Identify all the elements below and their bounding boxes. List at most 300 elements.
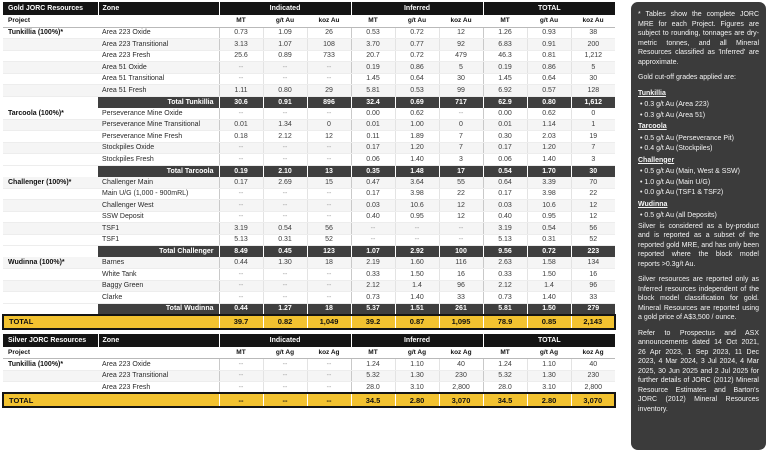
zone-cell: Area 51 Fresh [98,85,219,97]
project-cell [3,131,98,143]
zone-cell: Area 51 Transitional [98,73,219,85]
value-cell: 0.18 [219,131,263,143]
section-total-value: 32.4 [351,96,395,108]
value-cell: 1.50 [527,269,571,281]
value-cell: 1.10 [527,359,571,371]
grand-total-row [3,315,615,329]
zone-column-header: Zone [98,334,219,347]
value-cell: 12 [307,131,351,143]
value-cell: 1.00 [395,119,439,131]
value-cell: 0.47 [351,177,395,189]
section-total-value: 2.10 [263,165,307,177]
value-cell: 5 [571,62,615,74]
note-bullet: • 0.3 g/t Au (Area 223) [638,100,759,110]
section-total-value: 5.37 [351,303,395,315]
zone-cell: TSF1 [98,234,219,246]
value-cell: 0.17 [483,188,527,200]
project-column-header: Project [3,15,98,27]
grand-total-value: 2,143 [571,315,615,329]
section-total-value: 0.91 [263,96,307,108]
unit-header: MT [219,347,263,359]
grand-total-value: 1,095 [439,315,483,329]
value-cell: -- [263,359,307,371]
value-cell: 1.20 [527,142,571,154]
section-total-value: 717 [439,96,483,108]
unit-header: g/t Au [263,15,307,27]
section-total-row [3,246,615,258]
grand-total-value: 34.5 [351,393,395,407]
note-bullet: • 1.0 g/t Au (Main U/G) [638,178,759,188]
section-total-label: Total Tarcoola [98,165,219,177]
resource-row [3,85,615,97]
resource-row [3,131,615,143]
value-cell: 0.93 [527,27,571,39]
value-cell: 0.17 [483,142,527,154]
value-cell: -- [263,62,307,74]
value-cell: 96 [571,280,615,292]
value-cell: -- [307,370,351,382]
value-cell: 12 [439,27,483,39]
resource-row [3,177,615,189]
unit-header: g/t Au [527,15,571,27]
table-header-row [3,2,615,15]
value-cell: -- [219,370,263,382]
value-cell: 30 [439,73,483,85]
project-cell [3,303,98,315]
group-header-total: TOTAL [483,334,615,347]
silver-table-title: Silver JORC Resources [3,334,98,347]
value-cell: 28.0 [351,382,395,394]
resource-row [3,370,615,382]
value-cell: 30 [571,73,615,85]
value-cell: 0.62 [395,108,439,120]
section-total-value: 0.69 [395,96,439,108]
section-total-value: 279 [571,303,615,315]
value-cell: 1.45 [351,73,395,85]
note-paragraph: Gold cut-off grades applied are: [638,74,736,81]
resource-row [3,154,615,166]
value-cell: 2.12 [263,131,307,143]
value-cell: -- [263,370,307,382]
unit-header: koz Au [307,15,351,27]
value-cell: -- [307,188,351,200]
zone-cell: White Tank [98,269,219,281]
grand-total-label: TOTAL [3,315,219,329]
value-cell: 6.83 [483,39,527,51]
value-cell: -- [439,234,483,246]
project-cell [3,50,98,62]
note-heading: Challenger [638,156,675,164]
value-cell: 0.89 [263,50,307,62]
note-bullet: • 0.5 g/t Au (Main, West & SSW) [638,167,759,177]
section-total-value: 223 [571,246,615,258]
value-cell: -- [263,292,307,304]
zone-cell: Perseverance Mine Transitional [98,119,219,131]
value-cell: 0.19 [483,62,527,74]
grand-total-value: 0.87 [395,315,439,329]
section-total-value: 0.45 [263,246,307,258]
value-cell: -- [263,154,307,166]
value-cell: 0.17 [351,142,395,154]
unit-header: MT [351,347,395,359]
value-cell: 5.81 [351,85,395,97]
zone-cell: Area 223 Oxide [98,359,219,371]
value-cell: -- [395,234,439,246]
zone-cell: Baggy Green [98,280,219,292]
resource-row [3,234,615,246]
value-cell: 1.4 [527,280,571,292]
value-cell: 7 [571,142,615,154]
value-cell: 56 [307,223,351,235]
note-bullet: • 0.3 g/t Au (Area 51) [638,111,759,121]
value-cell: 0.62 [527,108,571,120]
value-cell: 6.92 [483,85,527,97]
value-cell: 0.01 [219,119,263,131]
value-cell: 0.53 [351,27,395,39]
grand-total-value: 1,049 [307,315,351,329]
value-cell: 10.6 [527,200,571,212]
value-cell: -- [307,142,351,154]
section-total-value: 1.70 [527,165,571,177]
value-cell: 3.19 [219,223,263,235]
zone-cell: Area 223 Oxide [98,27,219,39]
zone-subheader-spacer [98,347,219,359]
zone-cell: Area 223 Fresh [98,382,219,394]
project-cell [3,223,98,235]
note-heading: Wudinna [638,200,668,208]
project-cell [3,119,98,131]
value-cell: 2.12 [351,280,395,292]
note-heading: Tarcoola [638,123,667,130]
value-cell: 96 [439,280,483,292]
value-cell: 70 [571,177,615,189]
project-cell: Tarcoola (100%)* [3,108,98,120]
value-cell: 733 [307,50,351,62]
value-cell: 0.54 [263,223,307,235]
resource-row [3,119,615,131]
section-total-value: 0.19 [219,165,263,177]
value-cell: -- [395,223,439,235]
value-cell: 12 [439,211,483,223]
grand-total-value: 3,070 [571,393,615,407]
section-total-value: 123 [307,246,351,258]
value-cell: 3.64 [395,177,439,189]
resource-row [3,50,615,62]
value-cell: 2.19 [351,257,395,269]
zone-cell: Area 223 Transitional [98,370,219,382]
resource-row [3,223,615,235]
value-cell: 200 [571,39,615,51]
group-header-inferred: Inferred [351,2,483,15]
value-cell: 16 [571,269,615,281]
grand-total-value: 39.7 [219,315,263,329]
project-cell [3,62,98,74]
note-paragraph: Refer to Prospectus and ASX announcements dated 14 Oct 2021, 26 Apr 2023, 1 Sep 2023, 11 Dec 2023, 4 Mar 2024, 3 Jul 2024, 4 Mar 2025, 30 Jun 2025 and 2 Jul 2025 for further details of JORC (2012) Mineral Resource Estimates and Barton's JORC (2012) Mineral Resources inventory. [638,329,759,413]
value-cell: 0.17 [351,188,395,200]
value-cell: 0.91 [527,39,571,51]
section-total-value: 30 [571,165,615,177]
value-cell: 1 [571,119,615,131]
value-cell: 0.19 [351,62,395,74]
section-total-value: 1.48 [395,165,439,177]
value-cell: 1.11 [219,85,263,97]
value-cell: -- [219,142,263,154]
value-cell: 52 [307,234,351,246]
value-cell: 1.34 [263,119,307,131]
resource-row [3,108,615,120]
value-cell: -- [219,108,263,120]
zone-cell: Challenger Main [98,177,219,189]
unit-header: koz Ag [439,347,483,359]
section-total-value: 17 [439,165,483,177]
value-cell: 0.17 [219,177,263,189]
value-cell: 0.64 [527,73,571,85]
zone-cell: SSW Deposit [98,211,219,223]
value-cell: 92 [439,39,483,51]
value-cell: 5.32 [483,370,527,382]
zone-column-header: Zone [98,2,219,15]
value-cell: 5.13 [483,234,527,246]
grand-total-value: 3,070 [439,393,483,407]
unit-header: MT [351,15,395,27]
value-cell: 33 [571,292,615,304]
grand-total-value: 0.85 [527,315,571,329]
value-cell: 3 [571,154,615,166]
value-cell: 479 [439,50,483,62]
value-cell: 2.63 [483,257,527,269]
grand-total-value: 34.5 [483,393,527,407]
section-total-value: 13 [307,165,351,177]
footnotes-panel [631,2,766,450]
value-cell: 0 [571,108,615,120]
value-cell: 25.6 [219,50,263,62]
value-cell: 1.40 [527,292,571,304]
unit-header: g/t Ag [263,347,307,359]
value-cell: -- [263,142,307,154]
value-cell: 0.44 [219,257,263,269]
project-cell [3,73,98,85]
value-cell: 40 [439,359,483,371]
section-total-value: 1.27 [263,303,307,315]
value-cell: 0.01 [483,119,527,131]
section-total-value: 0.44 [219,303,263,315]
value-cell: 1.30 [395,370,439,382]
zone-subheader-spacer [98,15,219,27]
section-total-value: 8.49 [219,246,263,258]
project-cell [3,382,98,394]
resource-row [3,27,615,39]
value-cell: 1.50 [395,269,439,281]
value-cell: -- [263,382,307,394]
project-cell [3,154,98,166]
value-cell: -- [307,292,351,304]
value-cell: 2,800 [439,382,483,394]
value-cell: 5.32 [351,370,395,382]
value-cell: 1.45 [483,73,527,85]
value-cell: -- [219,382,263,394]
value-cell: 55 [439,177,483,189]
grand-total-value: -- [307,393,351,407]
value-cell: 40 [571,359,615,371]
resource-row [3,73,615,85]
value-cell: 46.3 [483,50,527,62]
value-cell: -- [307,154,351,166]
section-total-value: 30.6 [219,96,263,108]
table-subheader-row [3,347,615,359]
resource-row [3,39,615,51]
value-cell: 1.26 [483,27,527,39]
value-cell: -- [263,188,307,200]
value-cell: 0.53 [395,85,439,97]
zone-cell: Perseverance Mine Oxide [98,108,219,120]
value-cell: 10.6 [395,200,439,212]
value-cell: 3.13 [219,39,263,51]
value-cell: 20.7 [351,50,395,62]
value-cell: 3.10 [527,382,571,394]
section-total-value: 1.07 [351,246,395,258]
value-cell: 0.30 [483,131,527,143]
value-cell: 128 [571,85,615,97]
value-cell: 1.40 [395,292,439,304]
value-cell: 1.09 [263,27,307,39]
value-cell: 116 [439,257,483,269]
note-heading: Tunkillia [638,89,666,97]
section-total-label: Total Wudinna [98,303,219,315]
value-cell: 0.40 [483,211,527,223]
value-cell: 5 [439,62,483,74]
project-cell [3,165,98,177]
note-bullet: • 0.5 g/t Au (all Deposits) [638,211,759,221]
value-cell: 0.33 [351,269,395,281]
grand-total-value: 2.80 [395,393,439,407]
project-cell: Tunkillia (100%)* [3,359,98,371]
resource-row [3,188,615,200]
value-cell: 2.03 [527,131,571,143]
resource-row [3,142,615,154]
note-bullet: • 0.0 g/t Au (TSF1 & TSF2) [638,188,759,198]
section-total-value: 261 [439,303,483,315]
project-cell [3,292,98,304]
value-cell: 12 [571,200,615,212]
value-cell: -- [219,200,263,212]
value-cell: -- [219,280,263,292]
section-total-value: 896 [307,96,351,108]
project-cell [3,96,98,108]
value-cell: -- [263,73,307,85]
section-total-value: 5.81 [483,303,527,315]
value-cell: 18 [307,257,351,269]
value-cell: 1.10 [395,359,439,371]
value-cell: 19 [571,131,615,143]
section-total-value: 2.92 [395,246,439,258]
value-cell: -- [307,280,351,292]
value-cell: 22 [439,188,483,200]
value-cell: 0.73 [351,292,395,304]
value-cell: 0.72 [395,50,439,62]
value-cell: 3.98 [395,188,439,200]
value-cell: -- [307,269,351,281]
value-cell: 1.58 [527,257,571,269]
project-cell [3,200,98,212]
note-paragraph: * Tables show the complete JORC MRE for each Project. Figures are subject to rounding, tonnages are dry-metric tonnes, and all Mineral Resources classified as 'Inferred' are approximate. [638,11,759,66]
unit-header: g/t Au [395,15,439,27]
value-cell: 134 [571,257,615,269]
value-cell: -- [263,200,307,212]
value-cell: -- [307,359,351,371]
project-cell [3,246,98,258]
value-cell: 0.03 [351,200,395,212]
note-bullet: • 0.5 g/t Au (Perseverance Pit) [638,134,759,144]
unit-header: MT [219,15,263,27]
resource-row [3,269,615,281]
value-cell: 0 [307,119,351,131]
value-cell: 2,800 [571,382,615,394]
value-cell: -- [219,359,263,371]
value-cell: 0.11 [351,131,395,143]
value-cell: -- [263,108,307,120]
note-paragraph: Silver is considered as a by-product and is reported as a subset of the reported gold MRE, and has only been reported where the block model reports >0.3g/t Au. [638,222,759,268]
grand-total-value: 0.82 [263,315,307,329]
value-cell: 1.60 [395,257,439,269]
value-cell: 3.10 [395,382,439,394]
value-cell: 0.77 [395,39,439,51]
value-cell: 2.69 [263,177,307,189]
project-cell [3,269,98,281]
gold-jorc-resources-table [2,2,616,330]
value-cell: 0.31 [527,234,571,246]
project-cell [3,234,98,246]
value-cell: 3.98 [527,188,571,200]
zone-cell: Main U/G (1,000 - 900mRL) [98,188,219,200]
value-cell: 0.40 [351,211,395,223]
unit-header: koz Au [439,15,483,27]
note-paragraph: Silver resources are reported only as Inferred resources independent of the block model classification for gold. Mineral Resources are reported using a gold price of A$3,500 / ounce. [638,276,759,321]
value-cell: 1.40 [395,154,439,166]
zone-cell: Stockpiles Fresh [98,154,219,166]
value-cell: -- [219,188,263,200]
gold-table-title: Gold JORC Resources [3,2,98,15]
resource-row [3,280,615,292]
value-cell: -- [307,73,351,85]
value-cell: 1,212 [571,50,615,62]
value-cell: 0.64 [395,73,439,85]
zone-cell: Challenger West [98,200,219,212]
value-cell: 0.06 [351,154,395,166]
value-cell: 0.73 [483,292,527,304]
zone-cell: Barnes [98,257,219,269]
value-cell: -- [351,223,395,235]
value-cell: -- [219,211,263,223]
value-cell: -- [439,223,483,235]
value-cell: 0.33 [483,269,527,281]
value-cell: -- [263,269,307,281]
value-cell: 12 [571,211,615,223]
zone-cell: Area 223 Transitional [98,39,219,51]
project-cell [3,280,98,292]
grand-total-label: TOTAL [3,393,219,407]
value-cell: 0.03 [483,200,527,212]
zone-cell: Stockpiles Oxide [98,142,219,154]
value-cell: 2.12 [483,280,527,292]
grand-total-value: 2.80 [527,393,571,407]
value-cell: 0.80 [263,85,307,97]
section-total-row [3,303,615,315]
resource-row [3,200,615,212]
project-cell: Tunkillia (100%)* [3,27,98,39]
value-cell: 0.95 [395,211,439,223]
value-cell: 56 [571,223,615,235]
section-total-row [3,165,615,177]
